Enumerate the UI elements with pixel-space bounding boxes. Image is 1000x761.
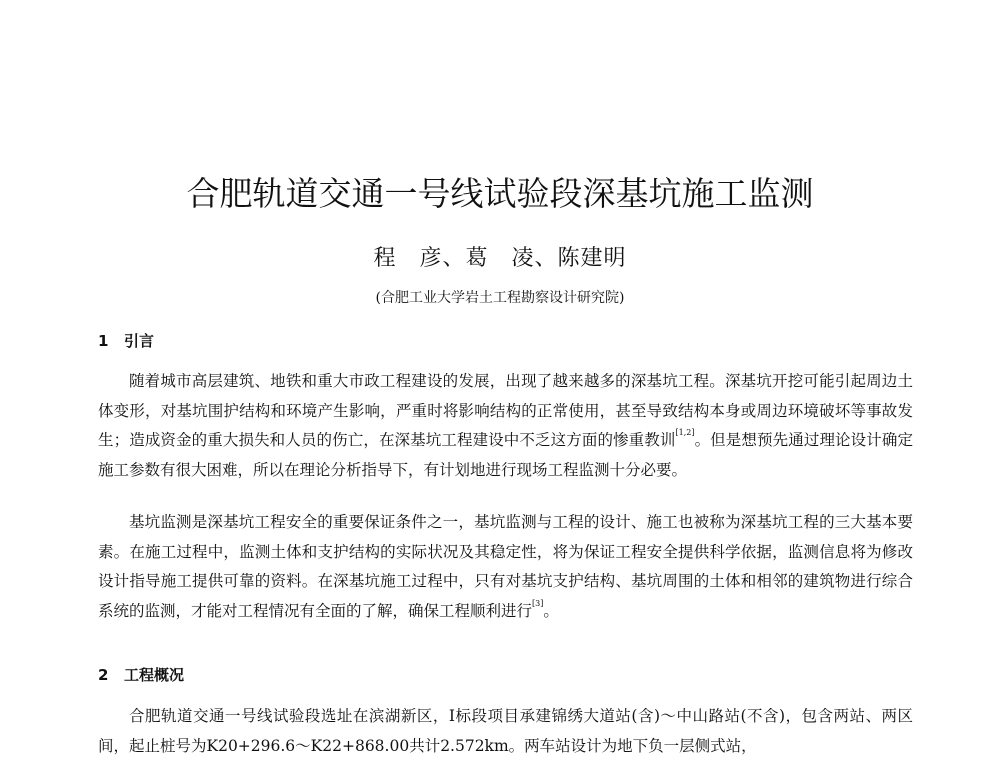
section-title: 工程概况 <box>124 666 185 684</box>
section-number: 2 <box>98 666 109 684</box>
section-heading-introduction <box>98 330 154 352</box>
paragraph-text: 随着城市高层建筑、地铁和重大市政工程建设的发展，出现了越来越多的深基坑工程。深基坑开挖可能引起周边土体变形，对基坑围护结构和环境产生影响，严重时将影响结构的正常使用，甚至导致结构本身或周边环境破坏等事故发生；造成资金的重大损失和人员的伤亡，在深基坑工程建设中不乏这方面的惨重教训 <box>98 372 913 449</box>
section-heading-project-overview <box>98 664 184 686</box>
section-title: 引言 <box>124 332 155 350</box>
paragraph-text: 。但是想预先通过理论设计确定施工参数有很大困难，所以在理论分析指导下，有计划地进行现场工程监测十分必要。 <box>98 431 913 479</box>
paragraph-text: 基坑监测是深基坑工程安全的重要保证条件之一，基坑监测与工程的设计、施工也被称为深基坑工程的三大基本要素。在施工过程中，监测土体和支护结构的实际状况及其稳定性，将为保证工程安全提供科学依据，监测信息将为修改设计指导施工提供可靠的资料。在深基坑施工过程中，只有对基坑支护结构、基坑周围的土体和相邻的建筑物进行综合系统的监测，才能对工程情况有全面的了解，确保工程顺利进行 <box>98 513 913 620</box>
paragraph-project-overview-1 <box>98 702 913 761</box>
author-list: 程 彦、葛 凌、陈建明 <box>373 246 627 271</box>
paragraph-text: 。 <box>543 601 559 620</box>
citation-marker: [3] <box>532 598 544 608</box>
affiliation: (合肥工业大学岩土工程勘察设计研究院) <box>375 290 625 306</box>
paper-title: 合肥轨道交通一号线试验段深基坑施工监测 <box>186 174 814 213</box>
paragraph-text: 合肥轨道交通一号线试验段选址在滨湖新区，Ⅰ标段项目承建锦绣大道站(含)～中山路站(不含)，包含两站、两区间，起止桩号为K20+296.6～K22+868.00共计2.572km。两车站设计为地下负一层侧式站， <box>98 707 913 755</box>
citation-marker: [1,2] <box>675 428 695 437</box>
paragraph-introduction-2 <box>98 508 913 626</box>
section-number: 1 <box>98 332 109 350</box>
paragraph-introduction-1 <box>98 367 913 485</box>
